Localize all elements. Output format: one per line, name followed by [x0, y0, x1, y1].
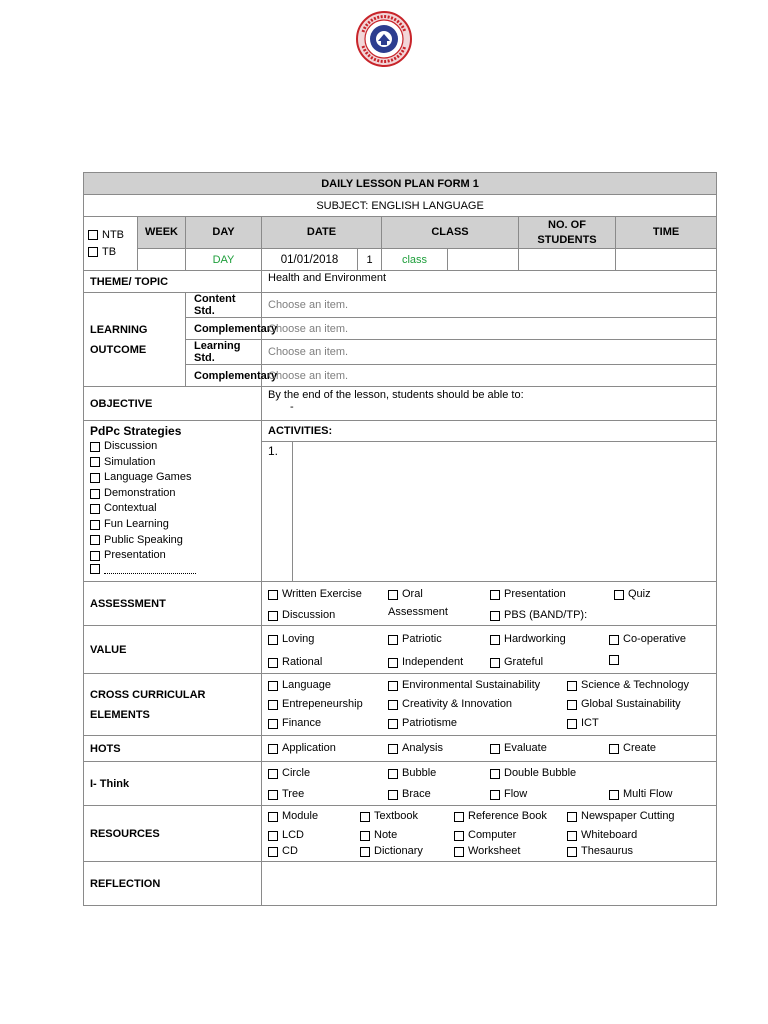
assessment-pbs[interactable]: PBS (BAND/TP):: [490, 608, 587, 623]
checkbox-icon: [388, 658, 398, 668]
week-header: WEEK: [138, 217, 186, 249]
complementary-dropdown[interactable]: Choose an item.: [262, 365, 717, 387]
ithink-brace[interactable]: Brace: [388, 787, 431, 802]
hots-create[interactable]: Create: [609, 741, 656, 756]
form-title: DAILY LESSON PLAN FORM 1: [84, 173, 717, 195]
cce-environmental-sustainability[interactable]: Environmental Sustainability: [388, 678, 540, 693]
cce-creativity-innovation[interactable]: Creativity & Innovation: [388, 697, 512, 712]
reflection-field[interactable]: [262, 862, 717, 906]
checkbox-icon: [388, 590, 398, 600]
hots-label: HOTS: [84, 736, 262, 762]
complementary-label: Complementary: [186, 365, 262, 387]
strategies-label: PdPc Strategies: [90, 424, 182, 438]
checkbox-icon: [90, 457, 100, 467]
value-label: VALUE: [84, 626, 262, 674]
cce-language[interactable]: Language: [268, 678, 331, 693]
checkbox-icon: [490, 769, 500, 779]
checkbox-icon: [90, 489, 100, 499]
checkbox-icon: [609, 744, 619, 754]
value-independent[interactable]: Independent: [388, 655, 463, 670]
assessment-oral-continued: Assessment: [388, 606, 448, 618]
checkbox-icon: [268, 744, 278, 754]
checkbox-icon: [490, 611, 500, 621]
strategy-presentation[interactable]: Presentation: [90, 548, 255, 564]
class-name-value[interactable]: class: [382, 249, 448, 271]
cce-global-sustainability[interactable]: Global Sustainability: [567, 697, 681, 712]
strategy-fun-learning[interactable]: Fun Learning: [90, 517, 255, 533]
value-options: [262, 626, 717, 674]
checkbox-icon: [268, 831, 278, 841]
checkbox-icon: [567, 719, 577, 729]
theme-value[interactable]: Health and Environment: [262, 271, 717, 293]
strategy-simulation[interactable]: Simulation: [90, 455, 255, 471]
tb-selector: [84, 217, 138, 271]
resource-note[interactable]: Note: [360, 828, 397, 843]
date-value[interactable]: 01/01/2018: [262, 249, 358, 271]
checkbox-icon: [490, 590, 500, 600]
time-header: TIME: [616, 217, 717, 249]
hots-evaluate[interactable]: Evaluate: [490, 741, 547, 756]
ithink-multi-flow[interactable]: Multi Flow: [609, 787, 673, 802]
value-patriotic[interactable]: Patriotic: [388, 632, 442, 647]
strategy-public-speaking[interactable]: Public Speaking: [90, 533, 255, 549]
checkbox-icon: [90, 504, 100, 514]
subject-title: SUBJECT: ENGLISH LANGUAGE: [84, 195, 717, 217]
checkbox-icon: [567, 831, 577, 841]
assessment-presentation[interactable]: Presentation: [490, 587, 566, 602]
resource-whiteboard[interactable]: Whiteboard: [567, 828, 637, 843]
cce-patriotisme[interactable]: Patriotisme: [388, 716, 457, 731]
value-rational[interactable]: Rational: [268, 655, 322, 670]
day-value[interactable]: DAY: [186, 249, 262, 271]
checkbox-icon: [88, 230, 98, 240]
resource-cd[interactable]: CD: [268, 844, 298, 859]
checkbox-icon: [268, 611, 278, 621]
checkbox-icon: [90, 473, 100, 483]
checkbox-icon: [268, 769, 278, 779]
assessment-discussion[interactable]: Discussion: [268, 608, 335, 623]
checkbox-icon: [90, 551, 100, 561]
assessment-oral[interactable]: Oral: [388, 587, 423, 602]
resource-textbook[interactable]: Textbook: [360, 809, 418, 824]
ithink-circle[interactable]: Circle: [268, 766, 310, 781]
week-value[interactable]: [138, 249, 186, 271]
checkbox-icon: [90, 442, 100, 452]
checkbox-icon: [268, 681, 278, 691]
ithink-tree[interactable]: Tree: [268, 787, 304, 802]
activity-number: 1.: [262, 442, 293, 581]
reflection-label: REFLECTION: [84, 862, 262, 906]
activity-text-field[interactable]: [293, 442, 716, 581]
checkbox-icon: [268, 790, 278, 800]
checkbox-icon: [490, 790, 500, 800]
complementary-dropdown[interactable]: Choose an item.: [262, 318, 717, 340]
resources-options: [262, 806, 717, 862]
students-header: NO. OF STUDENTS: [519, 217, 616, 249]
hots-options: [262, 736, 717, 762]
strategy-demonstration[interactable]: Demonstration: [90, 486, 255, 502]
resource-worksheet[interactable]: Worksheet: [454, 844, 520, 859]
strategy-discussion[interactable]: Discussion: [90, 439, 255, 455]
checkbox-icon: [90, 520, 100, 530]
hots-analysis[interactable]: Analysis: [388, 741, 443, 756]
value-loving[interactable]: Loving: [268, 632, 314, 647]
cce-finance[interactable]: Finance: [268, 716, 321, 731]
checkbox-icon: [567, 847, 577, 857]
checkbox-icon: [609, 635, 619, 645]
checkbox-icon: [268, 812, 278, 822]
assessment-quiz[interactable]: Quiz: [614, 587, 651, 602]
resources-label: RESOURCES: [84, 806, 262, 862]
assessment-label: ASSESSMENT: [84, 582, 262, 626]
checkbox-icon: [388, 769, 398, 779]
ithink-flow[interactable]: Flow: [490, 787, 527, 802]
checkbox-icon: [609, 790, 619, 800]
resource-newspaper-cutting[interactable]: Newspaper Cutting: [567, 809, 675, 824]
checkbox-icon: [268, 635, 278, 645]
strategy-language-games[interactable]: Language Games: [90, 470, 255, 486]
ntb-checkbox[interactable]: NTB: [88, 228, 133, 243]
checkbox-icon: [388, 790, 398, 800]
time-value[interactable]: [519, 249, 616, 271]
date-header: DATE: [262, 217, 382, 249]
cce-science-technology[interactable]: Science & Technology: [567, 678, 689, 693]
checkbox-icon: [268, 658, 278, 668]
objective-field[interactable]: [262, 387, 717, 421]
learning-std-label: Learning Std.: [186, 340, 262, 365]
school-crest-icon: [355, 10, 413, 68]
checkbox-icon: [268, 847, 278, 857]
checkbox-icon: [90, 564, 100, 574]
cce-ict[interactable]: ICT: [567, 716, 599, 731]
resource-dictionary[interactable]: Dictionary: [360, 844, 423, 859]
checkbox-icon: [268, 700, 278, 710]
checkbox-icon: [454, 831, 464, 841]
cce-entrepreneurship[interactable]: Entrepeneurship: [268, 697, 363, 712]
value-grateful[interactable]: Grateful: [490, 655, 543, 670]
checkbox-icon: [268, 719, 278, 729]
value-cooperative[interactable]: Co-operative: [609, 632, 686, 647]
checkbox-icon: [614, 590, 624, 600]
ithink-label: I- Think: [84, 762, 262, 806]
strategy-other[interactable]: [90, 564, 255, 574]
attendance-value[interactable]: [616, 249, 717, 271]
resource-computer[interactable]: Computer: [454, 828, 516, 843]
resource-reference-book[interactable]: Reference Book: [454, 809, 547, 824]
objective-bullet: -: [290, 401, 294, 413]
ithink-options: [262, 762, 717, 806]
checkbox-icon: [388, 744, 398, 754]
objective-label: OBJECTIVE: [84, 387, 262, 421]
content-std-dropdown[interactable]: Choose an item.: [262, 293, 717, 318]
complementary-label: Complementary: [186, 318, 262, 340]
checkbox-icon: [567, 812, 577, 822]
checkbox-icon: [360, 812, 370, 822]
checkbox-icon: [454, 812, 464, 822]
strategies-cell: [84, 421, 262, 582]
checkbox-icon: [360, 831, 370, 841]
checkbox-icon: [567, 681, 577, 691]
objective-text: By the end of the lesson, students should be able to:: [268, 389, 524, 401]
theme-label: THEME/ TOPIC: [84, 271, 262, 293]
cross-curricular-options: [262, 674, 717, 736]
checkbox-icon: [388, 719, 398, 729]
checkbox-icon: [360, 847, 370, 857]
assessment-options: [262, 582, 717, 626]
value-hardworking[interactable]: Hardworking: [490, 632, 566, 647]
activities-cell: [262, 421, 717, 582]
value-other[interactable]: [609, 655, 623, 665]
day-header: DAY: [186, 217, 262, 249]
checkbox-icon: [388, 635, 398, 645]
assessment-written-exercise[interactable]: Written Exercise: [268, 587, 362, 602]
students-value[interactable]: [448, 249, 519, 271]
content-std-label: Content Std.: [186, 293, 262, 318]
resource-thesaurus[interactable]: Thesaurus: [567, 844, 633, 859]
class-header: CLASS: [382, 217, 519, 249]
checkbox-icon: [490, 744, 500, 754]
checkbox-icon: [388, 700, 398, 710]
learning-outcome-label: LEARNING OUTCOME: [84, 293, 186, 387]
tb-checkbox[interactable]: TB: [88, 245, 133, 260]
learning-std-dropdown[interactable]: Choose an item.: [262, 340, 717, 365]
checkbox-icon: [268, 590, 278, 600]
hots-application[interactable]: Application: [268, 741, 336, 756]
strategy-contextual[interactable]: Contextual: [90, 501, 255, 517]
ithink-double-bubble[interactable]: Double Bubble: [490, 766, 576, 781]
checkbox-icon: [609, 655, 619, 665]
checkbox-icon: [490, 658, 500, 668]
strategy-other-line[interactable]: [104, 564, 196, 574]
resource-module[interactable]: Module: [268, 809, 318, 824]
lesson-plan-table: [83, 172, 717, 906]
class-number-value[interactable]: 1: [358, 249, 382, 271]
checkbox-icon: [88, 247, 98, 257]
checkbox-icon: [490, 635, 500, 645]
checkbox-icon: [454, 847, 464, 857]
checkbox-icon: [567, 700, 577, 710]
checkbox-icon: [90, 535, 100, 545]
checkbox-icon: [388, 681, 398, 691]
resource-lcd[interactable]: LCD: [268, 828, 304, 843]
ithink-bubble[interactable]: Bubble: [388, 766, 436, 781]
cross-curricular-label: CROSS CURRICULAR ELEMENTS: [84, 674, 262, 736]
activities-label: ACTIVITIES:: [262, 421, 716, 442]
